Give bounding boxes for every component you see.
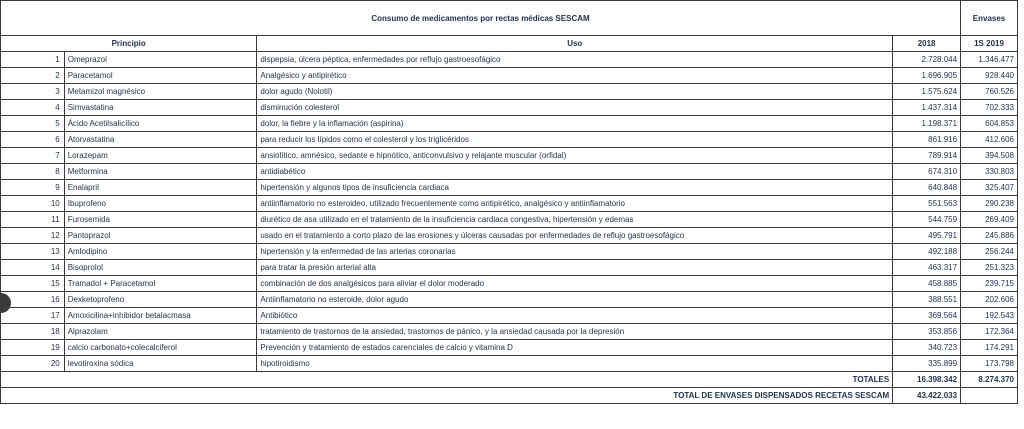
principio-cell[interactable]: levotiroxina sódica bbox=[64, 356, 257, 372]
value-2018-cell[interactable]: 463.317 bbox=[893, 260, 961, 276]
table-row bbox=[1, 260, 1018, 276]
table-row bbox=[1, 100, 1018, 116]
value-2019-cell[interactable]: 172.364 bbox=[961, 324, 1018, 340]
totals-label: TOTALES bbox=[1, 372, 893, 388]
column-header-principio: Principio bbox=[1, 36, 257, 52]
value-2019-cell[interactable]: 245.886 bbox=[961, 228, 1018, 244]
value-2019-cell[interactable]: 760.526 bbox=[961, 84, 1018, 100]
value-2019-cell[interactable]: 290.238 bbox=[961, 196, 1018, 212]
grand-total-row bbox=[1, 388, 1018, 404]
value-2019-cell[interactable]: 174.291 bbox=[961, 340, 1018, 356]
row-number[interactable]: 4 bbox=[1, 100, 65, 116]
uso-cell[interactable]: Antibiótico bbox=[257, 308, 893, 324]
row-number[interactable]: 6 bbox=[1, 132, 65, 148]
value-2018-cell[interactable]: 789.914 bbox=[893, 148, 961, 164]
uso-cell[interactable]: Antiinflamatorio no esteroide, dolor agudo bbox=[257, 292, 893, 308]
value-2019-cell[interactable]: 604.853 bbox=[961, 116, 1018, 132]
principio-cell[interactable]: Omeprazol bbox=[64, 52, 257, 68]
table-row bbox=[1, 212, 1018, 228]
uso-cell[interactable]: dispepsia, úlcera péptica, enfermedades por reflujo gastroesofágico bbox=[257, 52, 893, 68]
uso-cell[interactable]: Analgésico y antipirético bbox=[257, 68, 893, 84]
table-row bbox=[1, 276, 1018, 292]
principio-cell[interactable]: Tramadol + Paracetamol bbox=[64, 276, 257, 292]
value-2019-cell[interactable]: 239.715 bbox=[961, 276, 1018, 292]
value-2019-cell[interactable]: 394.508 bbox=[961, 148, 1018, 164]
table-row bbox=[1, 244, 1018, 260]
value-2019-cell[interactable]: 192.543 bbox=[961, 308, 1018, 324]
row-number[interactable]: 3 bbox=[1, 84, 65, 100]
principio-cell[interactable]: Metamizol magnésico bbox=[64, 84, 257, 100]
principio-cell[interactable]: Ibuprofeno bbox=[64, 196, 257, 212]
principio-cell[interactable]: Simvastatina bbox=[64, 100, 257, 116]
value-2019-cell[interactable]: 1.346.477 bbox=[961, 52, 1018, 68]
uso-cell[interactable]: ansiolítico, amnésico, sedante e hipnótico, anticonvulsivo y relajante muscular (orfidal) bbox=[257, 148, 893, 164]
row-number[interactable]: 11 bbox=[1, 212, 65, 228]
row-number[interactable]: 10 bbox=[1, 196, 65, 212]
value-2019-cell[interactable]: 256.244 bbox=[961, 244, 1018, 260]
uso-cell[interactable]: hipotiroidismo bbox=[257, 356, 893, 372]
table-row bbox=[1, 196, 1018, 212]
row-number[interactable]: 15 bbox=[1, 276, 65, 292]
principio-cell[interactable]: Bisoprolol bbox=[64, 260, 257, 276]
table-row bbox=[1, 324, 1018, 340]
value-2019-cell[interactable]: 251.323 bbox=[961, 260, 1018, 276]
value-2018-cell[interactable]: 495.791 bbox=[893, 228, 961, 244]
uso-cell[interactable]: usado en el tratamiento a corto plazo de las erosiones y úlceras causadas por enfermedades de reflujo gastroesofágico bbox=[257, 228, 893, 244]
uso-cell[interactable]: combinación de dos analgésicos para aliviar el dolor moderado bbox=[257, 276, 893, 292]
value-2018-cell[interactable]: 388.551 bbox=[893, 292, 961, 308]
principio-cell[interactable]: Paracetamol bbox=[64, 68, 257, 84]
table-row bbox=[1, 340, 1018, 356]
uso-cell[interactable]: Prevención y tratamiento de estados carenciales de calcio y vitamina D bbox=[257, 340, 893, 356]
totals-row bbox=[1, 372, 1018, 388]
table-row bbox=[1, 228, 1018, 244]
table-row bbox=[1, 84, 1018, 100]
row-number[interactable]: 17 bbox=[1, 308, 65, 324]
table-row bbox=[1, 148, 1018, 164]
uso-cell[interactable]: para reducir los lípidos como el colesterol y los triglicéridos bbox=[257, 132, 893, 148]
principio-cell[interactable]: Furosemida bbox=[64, 212, 257, 228]
column-header-uso: Uso bbox=[257, 36, 893, 52]
value-2018-cell[interactable]: 1.437.314 bbox=[893, 100, 961, 116]
value-2018-cell[interactable]: 335.899 bbox=[893, 356, 961, 372]
principio-cell[interactable]: Amoxicilina+inhibidor betalacmasa bbox=[64, 308, 257, 324]
principio-cell[interactable]: Dexketoprofeno bbox=[64, 292, 257, 308]
column-header-2018: 2018 bbox=[893, 36, 961, 52]
column-header-1s-2019: 1S 2019 bbox=[961, 36, 1018, 52]
row-number[interactable]: 12 bbox=[1, 228, 65, 244]
value-2018-cell[interactable]: 369.564 bbox=[893, 308, 961, 324]
row-number[interactable]: 2 bbox=[1, 68, 65, 84]
table-row bbox=[1, 132, 1018, 148]
row-number[interactable]: 1 bbox=[1, 52, 65, 68]
principio-cell[interactable]: Ácido Acetilsalicílico bbox=[64, 116, 257, 132]
value-2019-cell[interactable]: 269.409 bbox=[961, 212, 1018, 228]
row-number[interactable]: 5 bbox=[1, 116, 65, 132]
value-2019-cell[interactable]: 702.333 bbox=[961, 100, 1018, 116]
table-row bbox=[1, 68, 1018, 84]
value-2019-cell[interactable]: 928.440 bbox=[961, 68, 1018, 84]
table-row bbox=[1, 180, 1018, 196]
value-2018-cell[interactable]: 674.310 bbox=[893, 164, 961, 180]
row-number[interactable]: 19 bbox=[1, 340, 65, 356]
table-row bbox=[1, 292, 1018, 308]
uso-cell[interactable]: hipertensión y algunos tipos de insuficiencia cardiaca bbox=[257, 180, 893, 196]
table-row bbox=[1, 52, 1018, 68]
principio-cell[interactable]: Alprazolam bbox=[64, 324, 257, 340]
uso-cell[interactable]: diurético de asa utilizado en el tratamiento de la insuficiencia cardiaca congestiva, hipertensión y edemas bbox=[257, 212, 893, 228]
table-row bbox=[1, 164, 1018, 180]
row-number[interactable]: 8 bbox=[1, 164, 65, 180]
value-2018-cell[interactable]: 2.728.044 bbox=[893, 52, 961, 68]
row-number[interactable]: 13 bbox=[1, 244, 65, 260]
principio-cell[interactable]: calcio carbonato+colecalciferol bbox=[64, 340, 257, 356]
uso-cell[interactable]: dolor agudo (Nolotil) bbox=[257, 84, 893, 100]
row-number[interactable]: 9 bbox=[1, 180, 65, 196]
value-2018-cell[interactable]: 640.848 bbox=[893, 180, 961, 196]
grand-total-value[interactable]: 43.422.033 bbox=[893, 388, 961, 404]
principio-cell[interactable]: Amlodipino bbox=[64, 244, 257, 260]
totals-2019[interactable]: 8.274.370 bbox=[961, 372, 1018, 388]
grand-total-label: TOTAL DE ENVASES DISPENSADOS RECETAS SESCAM bbox=[1, 388, 893, 404]
row-number[interactable]: 18 bbox=[1, 324, 65, 340]
row-number[interactable]: 20 bbox=[1, 356, 65, 372]
value-2018-cell[interactable]: 551.563 bbox=[893, 196, 961, 212]
uso-cell[interactable]: para tratar la presión arterial alta bbox=[257, 260, 893, 276]
empty-cell bbox=[961, 388, 1018, 404]
value-2018-cell[interactable]: 861.916 bbox=[893, 132, 961, 148]
row-number[interactable]: 16 bbox=[1, 292, 65, 308]
uso-cell[interactable]: dolor, la fiebre y la inflamación (aspirina) bbox=[257, 116, 893, 132]
value-2019-cell[interactable]: 202.606 bbox=[961, 292, 1018, 308]
uso-cell[interactable]: disminución colesterol bbox=[257, 100, 893, 116]
envases-header: Envases bbox=[961, 1, 1018, 36]
principio-cell[interactable]: Enalapril bbox=[64, 180, 257, 196]
value-2018-cell[interactable]: 340.723 bbox=[893, 340, 961, 356]
table-row bbox=[1, 356, 1018, 372]
value-2018-cell[interactable]: 1.575.624 bbox=[893, 84, 961, 100]
value-2018-cell[interactable]: 1.696.905 bbox=[893, 68, 961, 84]
uso-cell[interactable]: antiinflamatorio no esteroideo, utilizado frecuentemente como antipirético, analgésico y antiinflamatorio bbox=[257, 196, 893, 212]
uso-cell[interactable]: antidiabético bbox=[257, 164, 893, 180]
value-2018-cell[interactable]: 492.188 bbox=[893, 244, 961, 260]
principio-cell[interactable]: Atorvastatina bbox=[64, 132, 257, 148]
value-2018-cell[interactable]: 544.759 bbox=[893, 212, 961, 228]
table-row bbox=[1, 308, 1018, 324]
table-title: Consumo de medicamentos por rectas médicas SESCAM bbox=[1, 1, 961, 36]
uso-cell[interactable]: hipertensión y la enfermedad de las arterias coronarias bbox=[257, 244, 893, 260]
principio-cell[interactable]: Lorazepam bbox=[64, 148, 257, 164]
principio-cell[interactable]: Metformina bbox=[64, 164, 257, 180]
uso-cell[interactable]: tratamiento de trastornos de la ansiedad, trastornos de pánico, y la ansiedad causada por la depresión bbox=[257, 324, 893, 340]
totals-2018[interactable]: 16.398.342 bbox=[893, 372, 961, 388]
table-row bbox=[1, 116, 1018, 132]
value-2019-cell[interactable]: 325.407 bbox=[961, 180, 1018, 196]
value-2018-cell[interactable]: 458.885 bbox=[893, 276, 961, 292]
value-2019-cell[interactable]: 173.798 bbox=[961, 356, 1018, 372]
value-2019-cell[interactable]: 412.606 bbox=[961, 132, 1018, 148]
row-number[interactable]: 7 bbox=[1, 148, 65, 164]
value-2018-cell[interactable]: 1.198.371 bbox=[893, 116, 961, 132]
principio-cell[interactable]: Pantoprazol bbox=[64, 228, 257, 244]
row-number[interactable]: 14 bbox=[1, 260, 65, 276]
value-2019-cell[interactable]: 330.803 bbox=[961, 164, 1018, 180]
value-2018-cell[interactable]: 353.856 bbox=[893, 324, 961, 340]
